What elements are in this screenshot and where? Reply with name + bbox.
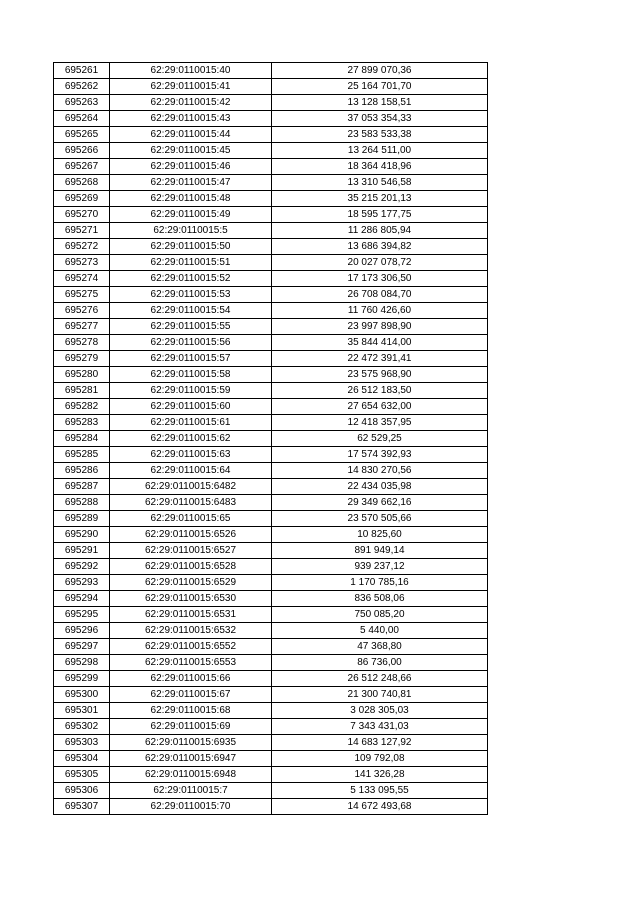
cadastral-number-cell: 62:29:0110015:66 [110,671,272,687]
cadastral-number-cell: 62:29:0110015:59 [110,383,272,399]
cadastral-number-cell: 62:29:0110015:67 [110,687,272,703]
cadastral-value-table [53,62,488,815]
cadastral-number-cell: 62:29:0110015:48 [110,191,272,207]
cadastral-value-cell: 62 529,25 [272,431,488,447]
cadastral-number-cell: 62:29:0110015:45 [110,143,272,159]
table-row [54,239,488,255]
cadastral-number-cell: 62:29:0110015:44 [110,127,272,143]
cadastral-value-cell: 10 825,60 [272,527,488,543]
table-body [54,63,488,815]
cadastral-number-cell: 62:29:0110015:46 [110,159,272,175]
cadastral-value-cell: 891 949,14 [272,543,488,559]
table-row [54,719,488,735]
table-row [54,303,488,319]
table-row [54,191,488,207]
row-number-cell: 695307 [54,799,110,815]
cadastral-value-cell: 23 997 898,90 [272,319,488,335]
row-number-cell: 695270 [54,207,110,223]
row-number-cell: 695267 [54,159,110,175]
row-number-cell: 695297 [54,639,110,655]
row-number-cell: 695282 [54,399,110,415]
table-row [54,607,488,623]
table-row [54,655,488,671]
table-row [54,207,488,223]
cadastral-number-cell: 62:29:0110015:6948 [110,767,272,783]
row-number-cell: 695276 [54,303,110,319]
cadastral-number-cell: 62:29:0110015:53 [110,287,272,303]
cadastral-number-cell: 62:29:0110015:62 [110,431,272,447]
table-row [54,447,488,463]
row-number-cell: 695278 [54,335,110,351]
cadastral-number-cell: 62:29:0110015:6552 [110,639,272,655]
row-number-cell: 695291 [54,543,110,559]
table-row [54,511,488,527]
row-number-cell: 695306 [54,783,110,799]
cadastral-number-cell: 62:29:0110015:6528 [110,559,272,575]
cadastral-value-cell: 22 472 391,41 [272,351,488,367]
table-row [54,767,488,783]
table-row [54,63,488,79]
cadastral-number-cell: 62:29:0110015:43 [110,111,272,127]
row-number-cell: 695293 [54,575,110,591]
cadastral-number-cell: 62:29:0110015:69 [110,719,272,735]
table-row [54,319,488,335]
row-number-cell: 695265 [54,127,110,143]
cadastral-number-cell: 62:29:0110015:5 [110,223,272,239]
row-number-cell: 695268 [54,175,110,191]
cadastral-value-cell: 13 264 511,00 [272,143,488,159]
cadastral-value-cell: 17 574 392,93 [272,447,488,463]
cadastral-number-cell: 62:29:0110015:63 [110,447,272,463]
row-number-cell: 695262 [54,79,110,95]
cadastral-value-cell: 18 595 177,75 [272,207,488,223]
cadastral-number-cell: 62:29:0110015:6532 [110,623,272,639]
cadastral-number-cell: 62:29:0110015:7 [110,783,272,799]
cadastral-value-cell: 7 343 431,03 [272,719,488,735]
cadastral-value-cell: 14 683 127,92 [272,735,488,751]
row-number-cell: 695289 [54,511,110,527]
cadastral-number-cell: 62:29:0110015:54 [110,303,272,319]
row-number-cell: 695261 [54,63,110,79]
cadastral-number-cell: 62:29:0110015:65 [110,511,272,527]
cadastral-number-cell: 62:29:0110015:68 [110,703,272,719]
cadastral-number-cell: 62:29:0110015:6483 [110,495,272,511]
cadastral-value-cell: 13 686 394,82 [272,239,488,255]
table-row [54,575,488,591]
table-row [54,79,488,95]
table-row [54,591,488,607]
row-number-cell: 695272 [54,239,110,255]
cadastral-number-cell: 62:29:0110015:6935 [110,735,272,751]
cadastral-value-cell: 939 237,12 [272,559,488,575]
table-row [54,431,488,447]
cadastral-value-cell: 23 570 505,66 [272,511,488,527]
table-row [54,159,488,175]
table-row [54,223,488,239]
row-number-cell: 695263 [54,95,110,111]
table-row [54,111,488,127]
row-number-cell: 695290 [54,527,110,543]
cadastral-number-cell: 62:29:0110015:41 [110,79,272,95]
cadastral-value-cell: 11 760 426,60 [272,303,488,319]
row-number-cell: 695284 [54,431,110,447]
table-row [54,383,488,399]
cadastral-value-cell: 23 575 968,90 [272,367,488,383]
cadastral-value-cell: 836 508,06 [272,591,488,607]
row-number-cell: 695304 [54,751,110,767]
cadastral-number-cell: 62:29:0110015:64 [110,463,272,479]
table-row [54,623,488,639]
cadastral-number-cell: 62:29:0110015:61 [110,415,272,431]
row-number-cell: 695303 [54,735,110,751]
cadastral-number-cell: 62:29:0110015:6531 [110,607,272,623]
cadastral-value-cell: 35 844 414,00 [272,335,488,351]
cadastral-value-cell: 750 085,20 [272,607,488,623]
cadastral-number-cell: 62:29:0110015:50 [110,239,272,255]
table-row [54,463,488,479]
row-number-cell: 695299 [54,671,110,687]
cadastral-number-cell: 62:29:0110015:55 [110,319,272,335]
row-number-cell: 695286 [54,463,110,479]
cadastral-value-cell: 109 792,08 [272,751,488,767]
cadastral-value-cell: 21 300 740,81 [272,687,488,703]
table-row [54,703,488,719]
cadastral-value-cell: 14 672 493,68 [272,799,488,815]
row-number-cell: 695264 [54,111,110,127]
row-number-cell: 695294 [54,591,110,607]
cadastral-number-cell: 62:29:0110015:58 [110,367,272,383]
table-row [54,399,488,415]
cadastral-value-cell: 141 326,28 [272,767,488,783]
row-number-cell: 695283 [54,415,110,431]
cadastral-value-cell: 3 028 305,03 [272,703,488,719]
cadastral-value-cell: 47 368,80 [272,639,488,655]
table-row [54,671,488,687]
table-row [54,559,488,575]
row-number-cell: 695287 [54,479,110,495]
cadastral-value-cell: 13 310 546,58 [272,175,488,191]
row-number-cell: 695292 [54,559,110,575]
row-number-cell: 695300 [54,687,110,703]
table-row [54,495,488,511]
cadastral-value-cell: 22 434 035,98 [272,479,488,495]
table-row [54,367,488,383]
table-row [54,95,488,111]
cadastral-number-cell: 62:29:0110015:6530 [110,591,272,607]
cadastral-value-cell: 26 512 248,66 [272,671,488,687]
row-number-cell: 695298 [54,655,110,671]
row-number-cell: 695266 [54,143,110,159]
table-row [54,639,488,655]
table-row [54,335,488,351]
cadastral-value-cell: 27 654 632,00 [272,399,488,415]
cadastral-number-cell: 62:29:0110015:42 [110,95,272,111]
cadastral-value-cell: 5 133 095,55 [272,783,488,799]
row-number-cell: 695275 [54,287,110,303]
table-row [54,543,488,559]
cadastral-number-cell: 62:29:0110015:56 [110,335,272,351]
table-row [54,799,488,815]
row-number-cell: 695269 [54,191,110,207]
row-number-cell: 695279 [54,351,110,367]
cadastral-value-cell: 26 708 084,70 [272,287,488,303]
cadastral-number-cell: 62:29:0110015:51 [110,255,272,271]
cadastral-value-cell: 86 736,00 [272,655,488,671]
table-row [54,735,488,751]
table-row [54,687,488,703]
cadastral-value-cell: 26 512 183,50 [272,383,488,399]
row-number-cell: 695295 [54,607,110,623]
cadastral-value-cell: 35 215 201,13 [272,191,488,207]
table-row [54,127,488,143]
table-row [54,479,488,495]
cadastral-value-cell: 5 440,00 [272,623,488,639]
row-number-cell: 695296 [54,623,110,639]
table-row [54,175,488,191]
row-number-cell: 695288 [54,495,110,511]
row-number-cell: 695273 [54,255,110,271]
table-row [54,351,488,367]
row-number-cell: 695285 [54,447,110,463]
table-row [54,415,488,431]
cadastral-number-cell: 62:29:0110015:6526 [110,527,272,543]
cadastral-number-cell: 62:29:0110015:6529 [110,575,272,591]
cadastral-value-cell: 29 349 662,16 [272,495,488,511]
table-row [54,527,488,543]
cadastral-number-cell: 62:29:0110015:52 [110,271,272,287]
cadastral-value-cell: 1 170 785,16 [272,575,488,591]
cadastral-value-cell: 27 899 070,36 [272,63,488,79]
cadastral-number-cell: 62:29:0110015:47 [110,175,272,191]
row-number-cell: 695274 [54,271,110,287]
cadastral-value-cell: 23 583 533,38 [272,127,488,143]
cadastral-value-cell: 25 164 701,70 [272,79,488,95]
cadastral-value-cell: 37 053 354,33 [272,111,488,127]
cadastral-number-cell: 62:29:0110015:6527 [110,543,272,559]
cadastral-number-cell: 62:29:0110015:6482 [110,479,272,495]
cadastral-number-cell: 62:29:0110015:57 [110,351,272,367]
cadastral-value-cell: 20 027 078,72 [272,255,488,271]
row-number-cell: 695280 [54,367,110,383]
cadastral-number-cell: 62:29:0110015:60 [110,399,272,415]
row-number-cell: 695281 [54,383,110,399]
table-row [54,783,488,799]
cadastral-value-cell: 12 418 357,95 [272,415,488,431]
cadastral-number-cell: 62:29:0110015:49 [110,207,272,223]
cadastral-value-cell: 17 173 306,50 [272,271,488,287]
row-number-cell: 695277 [54,319,110,335]
cadastral-number-cell: 62:29:0110015:6553 [110,655,272,671]
row-number-cell: 695271 [54,223,110,239]
cadastral-number-cell: 62:29:0110015:40 [110,63,272,79]
table-row [54,255,488,271]
table-row [54,271,488,287]
cadastral-number-cell: 62:29:0110015:70 [110,799,272,815]
cadastral-number-cell: 62:29:0110015:6947 [110,751,272,767]
cadastral-value-cell: 14 830 270,56 [272,463,488,479]
table-row [54,143,488,159]
row-number-cell: 695301 [54,703,110,719]
row-number-cell: 695302 [54,719,110,735]
cadastral-value-cell: 18 364 418,96 [272,159,488,175]
row-number-cell: 695305 [54,767,110,783]
table-row [54,287,488,303]
cadastral-value-cell: 13 128 158,51 [272,95,488,111]
cadastral-value-cell: 11 286 805,94 [272,223,488,239]
table-row [54,751,488,767]
